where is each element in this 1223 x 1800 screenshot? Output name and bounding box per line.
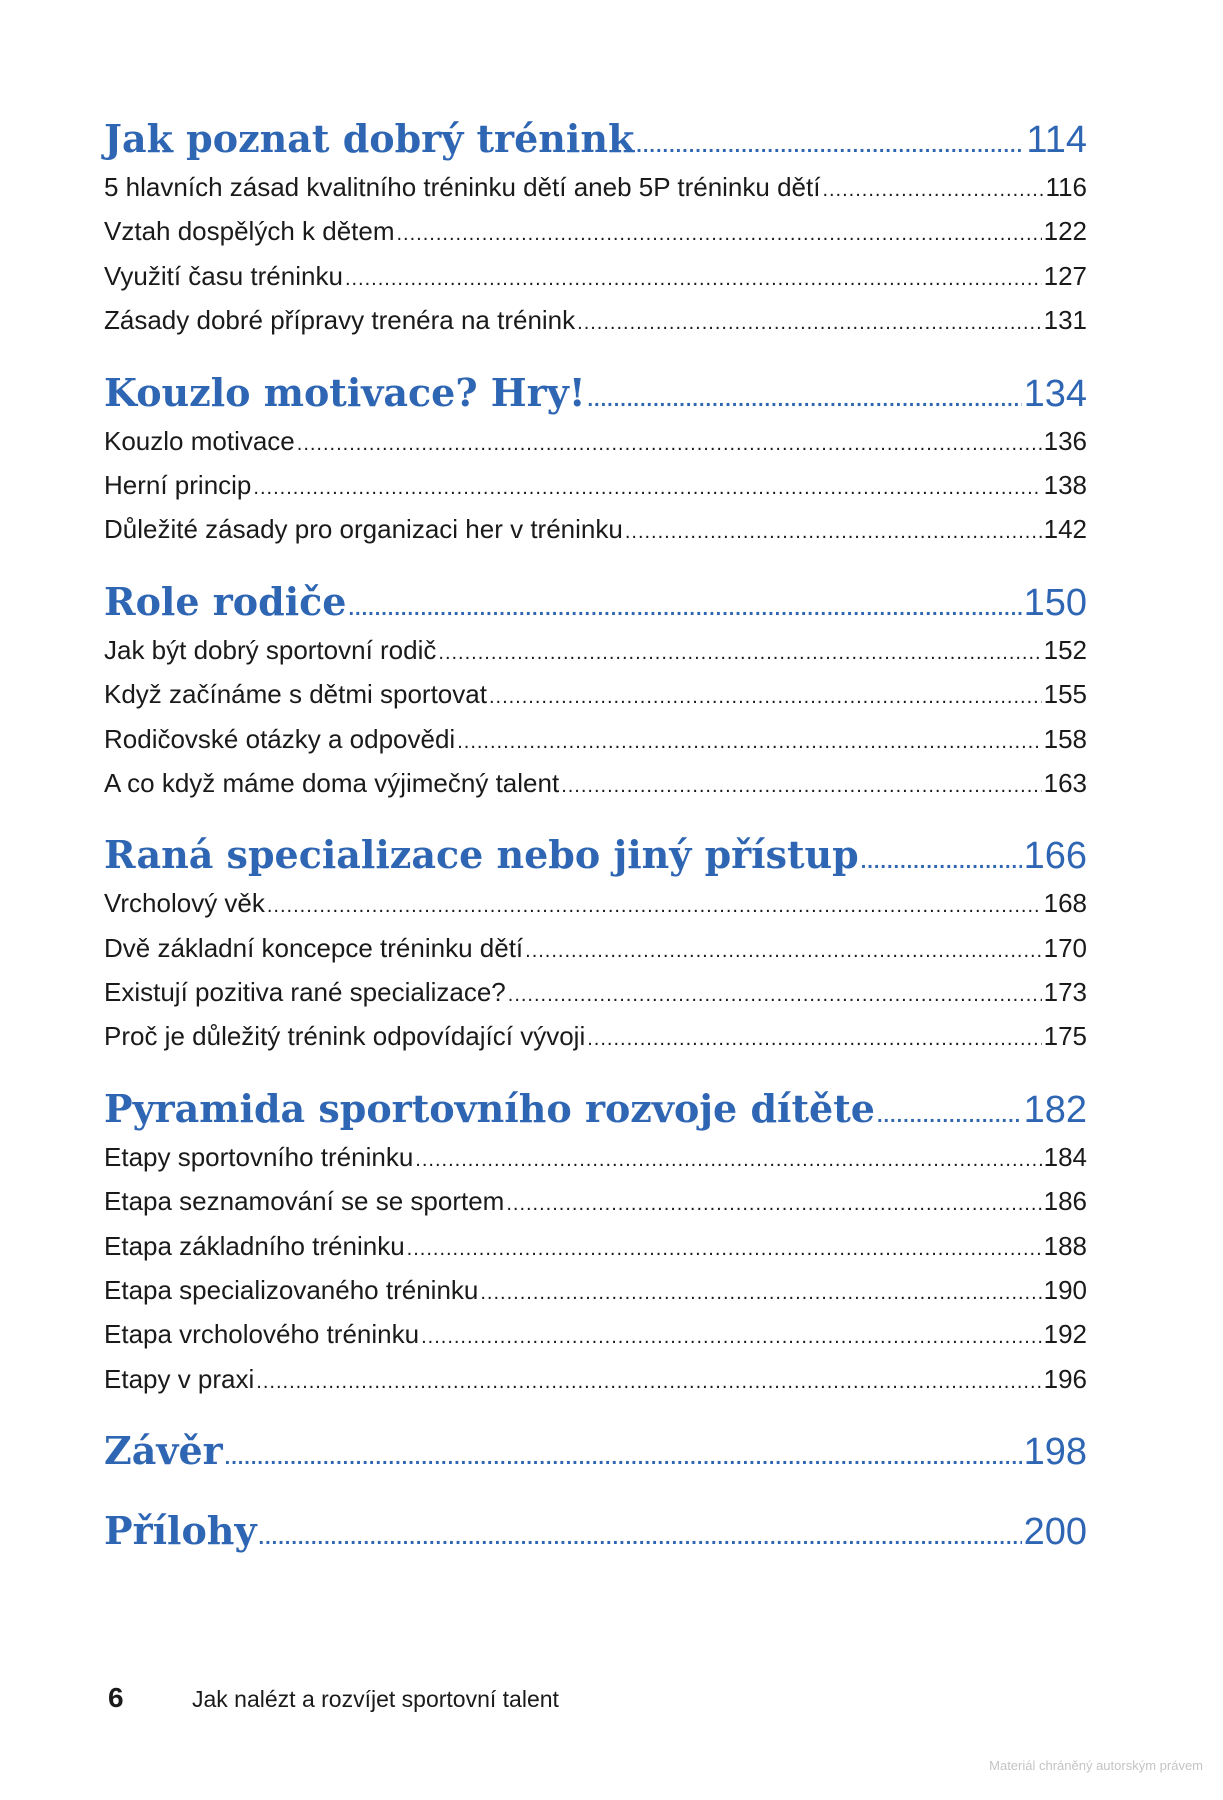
subentry-page-number: 142 bbox=[1043, 514, 1087, 545]
dot-leader bbox=[861, 836, 1022, 888]
subentry-title: 5 hlavních zásad kvalitního tréninku dětí aneb 5P tréninku dětí bbox=[104, 172, 821, 202]
chapter-page-number: 134 bbox=[1023, 372, 1087, 415]
subentry-page-number: 152 bbox=[1043, 634, 1087, 665]
dot-leader bbox=[297, 422, 1042, 466]
section-spacer bbox=[104, 343, 1087, 367]
toc-subentry[interactable] bbox=[104, 970, 1087, 1014]
chapter-title: Role rodiče bbox=[104, 578, 347, 624]
toc-subentry[interactable] bbox=[104, 419, 1087, 463]
section-spacer bbox=[104, 805, 1087, 829]
toc-subentry[interactable] bbox=[104, 672, 1087, 716]
chapter-page-number: 166 bbox=[1023, 835, 1087, 878]
page-number: 6 bbox=[108, 1682, 124, 1713]
toc-chapter-entry[interactable] bbox=[104, 113, 1087, 165]
dot-leader bbox=[457, 720, 1041, 764]
subentry-title: Existují pozitiva rané specializace? bbox=[104, 977, 506, 1008]
dot-leader bbox=[438, 631, 1041, 675]
dot-leader bbox=[407, 1227, 1042, 1271]
toc-section bbox=[104, 1425, 1087, 1477]
subentry-title: Etapy v praxi bbox=[104, 1363, 255, 1394]
chapter-page-number: 182 bbox=[1023, 1088, 1087, 1131]
subentry-page-number: 175 bbox=[1043, 1021, 1087, 1052]
dot-leader bbox=[506, 1182, 1041, 1226]
toc-subentry[interactable] bbox=[104, 165, 1087, 209]
subentry-page-number: 127 bbox=[1043, 260, 1087, 291]
subentry-title: Kouzlo motivace bbox=[104, 425, 295, 456]
dot-leader bbox=[397, 212, 1042, 256]
chapter-page-number: 200 bbox=[1023, 1511, 1087, 1554]
toc-chapter-entry[interactable] bbox=[104, 576, 1087, 628]
subentry-title: Etapa specializovaného tréninku bbox=[104, 1275, 479, 1306]
subentry-page-number: 170 bbox=[1043, 932, 1087, 963]
toc-subentry[interactable] bbox=[104, 881, 1087, 925]
toc-section bbox=[104, 367, 1087, 552]
page-footer bbox=[108, 1682, 559, 1714]
subentry-page-number: 155 bbox=[1043, 679, 1087, 710]
toc-subentry[interactable] bbox=[104, 717, 1087, 761]
toc-subentry[interactable] bbox=[104, 761, 1087, 805]
dot-leader bbox=[508, 973, 1042, 1017]
toc-subentry[interactable] bbox=[104, 1312, 1087, 1356]
dot-leader bbox=[421, 1315, 1042, 1359]
subentry-title: Etapa vrcholového tréninku bbox=[104, 1319, 420, 1350]
toc-subentry[interactable] bbox=[104, 298, 1087, 342]
chapter-page-number: 198 bbox=[1023, 1431, 1087, 1474]
subentry-title: Rodičovské otázky a odpovědi bbox=[104, 723, 456, 754]
dot-leader bbox=[822, 168, 1043, 212]
subentry-page-number: 188 bbox=[1043, 1230, 1087, 1261]
subentry-page-number: 138 bbox=[1043, 469, 1087, 500]
subentry-page-number: 158 bbox=[1043, 723, 1087, 754]
toc-chapter-entry[interactable] bbox=[104, 367, 1087, 419]
subentry-page-number: 196 bbox=[1043, 1363, 1087, 1394]
dot-leader bbox=[525, 929, 1041, 973]
subentry-title: Zásady dobré přípravy trenéra na trénink bbox=[104, 305, 576, 336]
toc-section bbox=[104, 1505, 1087, 1557]
dot-leader bbox=[259, 1512, 1022, 1564]
dot-leader bbox=[345, 257, 1042, 301]
dot-leader bbox=[877, 1090, 1022, 1142]
toc-subentry[interactable] bbox=[104, 1224, 1087, 1268]
dot-leader bbox=[561, 764, 1041, 808]
chapter-title: Raná specializace nebo jiný přístup bbox=[104, 832, 859, 878]
toc-subentry[interactable] bbox=[104, 1179, 1087, 1223]
toc-subentry[interactable] bbox=[104, 1268, 1087, 1312]
section-spacer bbox=[104, 1401, 1087, 1425]
subentry-title: Dvě základní koncepce tréninku dětí bbox=[104, 932, 524, 963]
subentry-title: Jak být dobrý sportovní rodič bbox=[104, 634, 437, 665]
subentry-page-number: 116 bbox=[1045, 172, 1087, 202]
subentry-title: Když začínáme s dětmi sportovat bbox=[104, 679, 487, 710]
subentry-page-number: 163 bbox=[1043, 767, 1087, 798]
subentry-page-number: 192 bbox=[1043, 1319, 1087, 1350]
toc-chapter-entry[interactable] bbox=[104, 1425, 1087, 1477]
dot-leader bbox=[348, 583, 1021, 635]
chapter-title: Pyramida sportovního rozvoje dítěte bbox=[104, 1085, 875, 1131]
toc-section bbox=[104, 113, 1087, 343]
subentry-page-number: 190 bbox=[1043, 1275, 1087, 1306]
toc-chapter-entry[interactable] bbox=[104, 1505, 1087, 1557]
section-spacer bbox=[104, 1059, 1087, 1083]
subentry-title: Důležité zásady pro organizaci her v tréninku bbox=[104, 514, 623, 545]
chapter-page-number: 114 bbox=[1026, 119, 1087, 161]
subentry-title: Proč je důležitý trénink odpovídající vývoji bbox=[104, 1021, 586, 1052]
dot-leader bbox=[225, 1432, 1022, 1484]
dot-leader bbox=[415, 1138, 1041, 1182]
chapter-title: Kouzlo motivace? Hry! bbox=[104, 369, 586, 415]
toc-subentry[interactable] bbox=[104, 1135, 1087, 1179]
subentry-title: Herní princip bbox=[104, 469, 252, 500]
section-spacer bbox=[104, 552, 1087, 576]
dot-leader bbox=[588, 374, 1022, 426]
toc-subentry[interactable] bbox=[104, 1014, 1087, 1058]
table-of-contents bbox=[104, 113, 1087, 1557]
dot-leader bbox=[625, 510, 1042, 554]
toc-section bbox=[104, 1083, 1087, 1401]
toc-subentry[interactable] bbox=[104, 1357, 1087, 1401]
dot-leader bbox=[256, 1360, 1041, 1404]
toc-subentry[interactable] bbox=[104, 209, 1087, 253]
toc-section bbox=[104, 829, 1087, 1059]
subentry-title: Etapa základního tréninku bbox=[104, 1230, 405, 1261]
toc-chapter-entry[interactable] bbox=[104, 1083, 1087, 1135]
chapter-title: Závěr bbox=[104, 1428, 223, 1474]
dot-leader bbox=[253, 466, 1041, 510]
toc-subentry[interactable] bbox=[104, 628, 1087, 672]
subentry-page-number: 173 bbox=[1043, 977, 1087, 1008]
toc-subentry[interactable] bbox=[104, 926, 1087, 970]
subentry-page-number: 186 bbox=[1043, 1186, 1087, 1217]
subentry-page-number: 184 bbox=[1043, 1141, 1087, 1172]
subentry-page-number: 168 bbox=[1043, 888, 1087, 919]
subentry-title: Etapy sportovního tréninku bbox=[104, 1141, 414, 1172]
chapter-title: Přílohy bbox=[104, 1508, 257, 1554]
copyright-watermark: Materiál chráněný autorským právem bbox=[989, 1758, 1203, 1773]
dot-leader bbox=[577, 301, 1041, 345]
subentry-title: Vrcholový věk bbox=[104, 888, 265, 919]
subentry-title: Etapa seznamování se se sportem bbox=[104, 1186, 505, 1217]
toc-chapter-entry[interactable] bbox=[104, 829, 1087, 881]
dot-leader bbox=[587, 1017, 1041, 1061]
toc-subentry[interactable] bbox=[104, 507, 1087, 551]
toc-section bbox=[104, 576, 1087, 806]
dot-leader bbox=[267, 884, 1042, 928]
chapter-title: Jak poznat dobrý trénink bbox=[104, 116, 635, 161]
subentry-title: Využití času tréninku bbox=[104, 260, 343, 291]
subentry-page-number: 131 bbox=[1043, 305, 1087, 336]
dot-leader bbox=[489, 675, 1042, 719]
subentry-page-number: 136 bbox=[1043, 425, 1087, 456]
subentry-title: A co když máme doma výjimečný talent bbox=[104, 767, 560, 798]
subentry-title: Vztah dospělých k dětem bbox=[104, 216, 395, 247]
subentry-page-number: 122 bbox=[1043, 216, 1087, 247]
toc-subentry[interactable] bbox=[104, 463, 1087, 507]
running-book-title: Jak nalézt a rozvíjet sportovní talent bbox=[192, 1686, 559, 1712]
chapter-page-number: 150 bbox=[1023, 581, 1087, 624]
toc-subentry[interactable] bbox=[104, 254, 1087, 298]
dot-leader bbox=[480, 1271, 1041, 1315]
